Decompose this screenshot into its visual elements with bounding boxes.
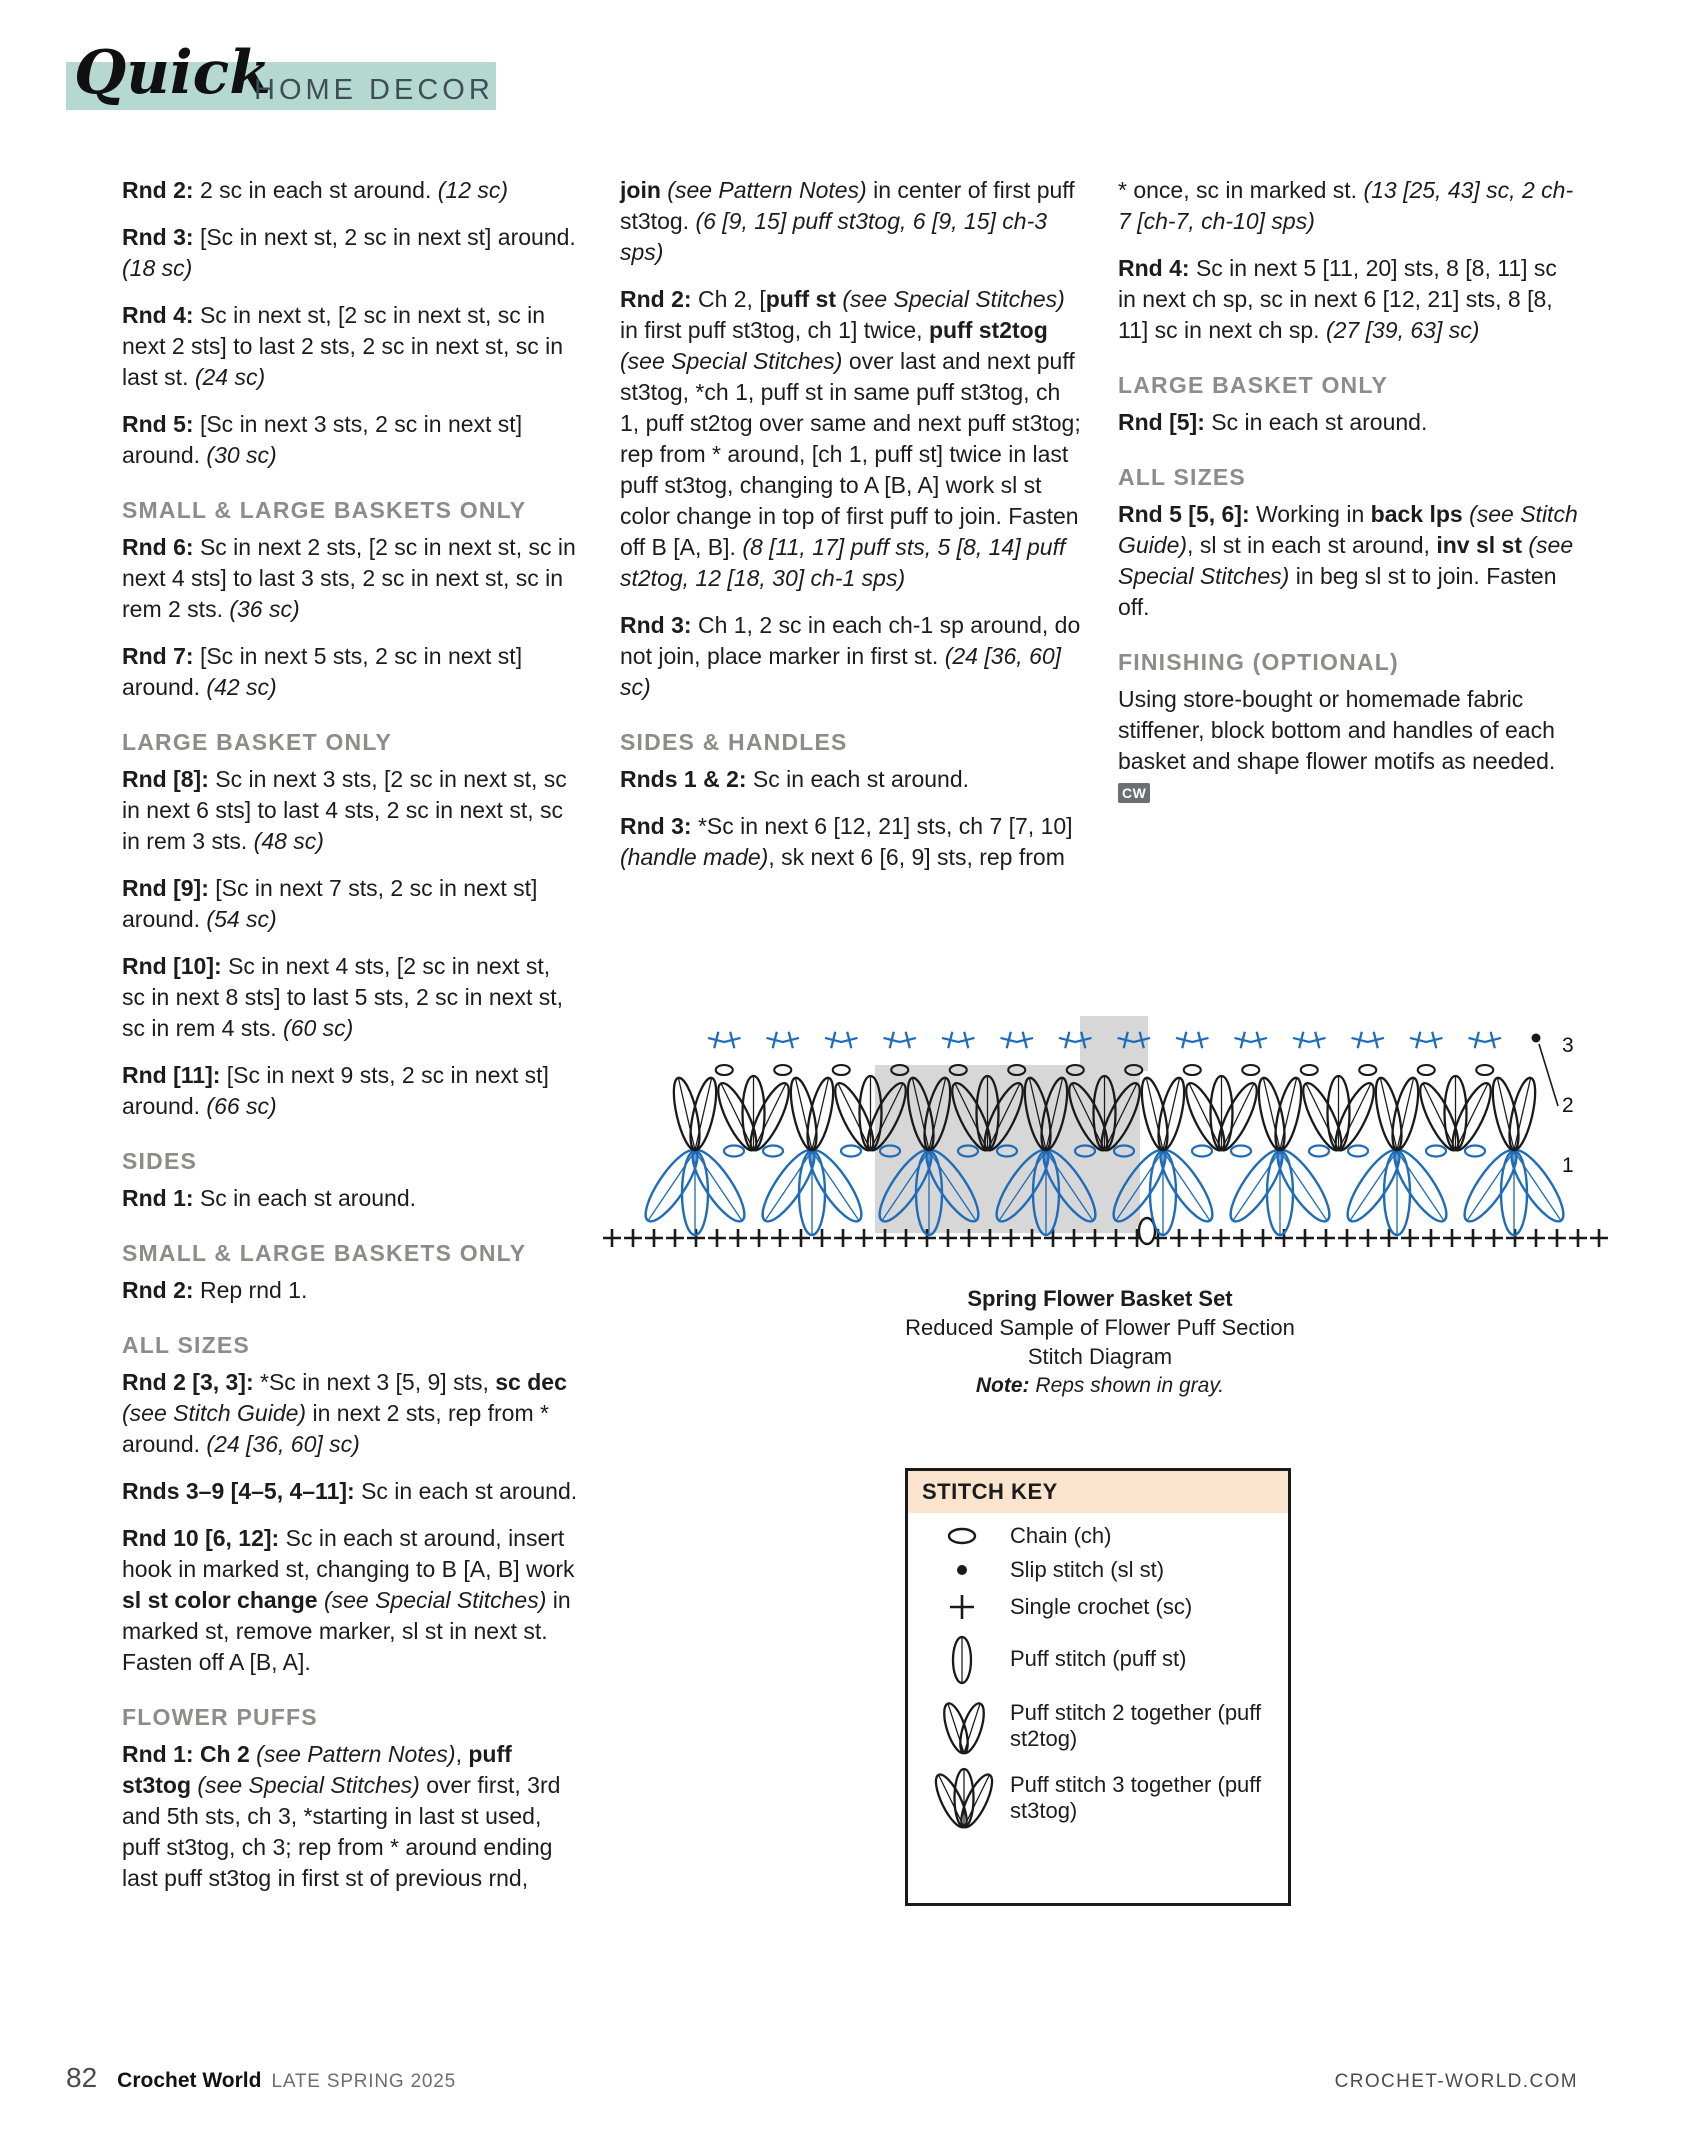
page-number: 82 xyxy=(66,2062,98,2093)
text-segment: Rnd [10]: xyxy=(122,953,229,979)
text-segment: *Sc in next 3 [5, 9] sts, xyxy=(260,1369,496,1395)
section-heading: LARGE BASKET ONLY xyxy=(1118,372,1389,398)
text-segment: Rnd 2: xyxy=(122,1277,200,1303)
pattern-paragraph xyxy=(1118,684,1580,808)
text-segment: , sl st in each st around, xyxy=(1187,532,1437,558)
pattern-paragraph xyxy=(620,284,1084,594)
pattern-paragraph xyxy=(122,1060,578,1122)
text-segment: Rnd 3: xyxy=(122,224,200,250)
pattern-paragraph xyxy=(122,175,578,206)
text-segment: Rnd 6: xyxy=(122,534,200,560)
pattern-column-2 xyxy=(620,175,1084,889)
pattern-paragraph xyxy=(122,873,578,935)
text-segment: Rnd 10 [6, 12]: xyxy=(122,1525,286,1551)
text-segment: (24 [36, 60] sc) xyxy=(206,1431,360,1457)
footer-left xyxy=(66,2062,456,2094)
text-segment: Rnd 3: xyxy=(620,612,698,638)
text-segment: Working in xyxy=(1256,501,1371,527)
section-heading: SIDES & HANDLES xyxy=(620,729,848,755)
text-segment: Sc in next st, [2 sc in next st, sc in next 2 sts] to last 2 sts, 2 sc in next st, sc in last st. xyxy=(122,302,564,390)
text-segment: Rep rnd 1. xyxy=(199,1277,308,1303)
section-heading: SMALL & LARGE BASKETS ONLY xyxy=(122,1240,527,1266)
stitch-key-item xyxy=(914,1587,1282,1627)
pattern-paragraph xyxy=(122,1275,578,1306)
section-heading: ALL SIZES xyxy=(1118,464,1246,490)
text-segment: puff st xyxy=(765,286,843,312)
diagram-row-number: 2 xyxy=(1562,1094,1574,1117)
text-segment: (66 sc) xyxy=(206,1093,277,1119)
pattern-paragraph xyxy=(122,300,578,393)
text-segment: inv sl st xyxy=(1436,532,1529,558)
text-segment: (see Stitch Guide) xyxy=(122,1400,307,1426)
text-segment: in beg sl st to join. Fasten off. xyxy=(1118,563,1557,620)
end-of-article-cw-icon: CW xyxy=(1118,783,1150,803)
text-segment: (see Special Stitches) xyxy=(1118,532,1574,589)
pattern-column-1 xyxy=(122,175,578,1910)
text-segment: Rnds 1 & 2: xyxy=(620,766,753,792)
text-segment: [Sc in next st, 2 sc in next st] around. xyxy=(199,224,576,250)
pattern-paragraph xyxy=(122,409,578,471)
pattern-paragraph xyxy=(122,532,578,625)
diagram-row-number: 1 xyxy=(1562,1154,1574,1177)
text-segment: Rnd 4: xyxy=(122,302,200,328)
text-segment: Rnd 5 [5, 6]: xyxy=(1118,501,1257,527)
text-segment: in center of first puff st3tog. xyxy=(620,177,1075,234)
text-segment: (see Special Stitches) xyxy=(323,1587,547,1613)
single-crochet-icon xyxy=(922,1591,1010,1623)
diagram-caption xyxy=(650,1284,1550,1400)
text-segment: Rnd 1: Ch 2 xyxy=(122,1741,257,1767)
section-heading: SMALL & LARGE BASKETS ONLY xyxy=(122,497,527,523)
text-segment: (18 sc) xyxy=(122,255,193,281)
text-segment: back lps xyxy=(1370,501,1470,527)
text-segment: *Sc in next 6 [12, 21] sts, ch 7 [7, 10] xyxy=(697,813,1073,839)
page-footer xyxy=(66,2062,1578,2094)
text-segment: Rnd 7: xyxy=(122,643,200,669)
text-segment: in first puff st3tog, ch 1] twice, xyxy=(620,317,929,343)
stitch-key-item xyxy=(914,1553,1282,1587)
pattern-column-3 xyxy=(1118,175,1580,824)
text-segment: (see Stitch Guide) xyxy=(1118,501,1578,558)
pattern-paragraph xyxy=(122,1523,578,1678)
pattern-paragraph xyxy=(122,1739,578,1894)
puff-st2tog-icon xyxy=(922,1695,1010,1757)
section-heading: FLOWER PUFFS xyxy=(122,1704,318,1730)
chain-icon xyxy=(922,1523,1010,1549)
diagram-row-number: 3 xyxy=(1562,1034,1574,1057)
text-segment: Rnd [11]: xyxy=(122,1062,227,1088)
diagram-note xyxy=(650,1371,1550,1400)
puff-st3tog-icon xyxy=(922,1765,1010,1831)
stitch-key-label: Puff stitch 2 together (puff st2tog) xyxy=(1010,1700,1262,1751)
stitch-key-label: Slip stitch (sl st) xyxy=(1010,1557,1165,1582)
text-segment: Rnd 1: xyxy=(122,1185,200,1211)
text-segment: (see Special Stitches) xyxy=(620,348,843,374)
pattern-paragraph xyxy=(122,764,578,857)
text-segment: (30 sc) xyxy=(206,442,277,468)
text-segment: Sc in next 5 [11, 20] sts, 8 [8, 11] sc in next ch sp, sc in next 6 [12, 21] sts, 8 [8, 11] sc in next ch sp. xyxy=(1118,255,1557,343)
text-segment: (27 [39, 63] sc) xyxy=(1325,317,1480,343)
text-segment: (24 sc) xyxy=(194,364,266,390)
text-segment: (24 [36, 60] sc) xyxy=(620,643,1062,700)
text-segment: (54 sc) xyxy=(206,906,277,932)
text-segment: (see Special Stitches) xyxy=(842,286,1065,312)
text-segment: Ch 1, 2 sc in each ch-1 sp around, do not join, place marker in first st. xyxy=(620,612,1081,669)
text-segment: in next 2 sts, rep from * around. xyxy=(122,1400,549,1457)
pattern-paragraph xyxy=(122,641,578,703)
text-segment: sl st color change xyxy=(122,1587,324,1613)
text-segment: [Sc in next 7 sts, 2 sc in next st] around. xyxy=(122,875,538,932)
text-segment: puff st3tog xyxy=(122,1741,512,1798)
issue-name: LATE SPRING 2025 xyxy=(271,2071,457,2092)
text-segment: Rnd 5: xyxy=(122,411,200,437)
text-segment: Sc in each st around. xyxy=(361,1478,578,1504)
text-segment: puff st2tog xyxy=(928,317,1048,343)
text-segment: join xyxy=(620,177,668,203)
text-segment: Rnd 4: xyxy=(1118,255,1196,281)
text-segment: Rnd [5]: xyxy=(1118,409,1212,435)
text-segment: Rnd [9]: xyxy=(122,875,216,901)
pattern-paragraph xyxy=(1118,175,1580,237)
text-segment: (48 sc) xyxy=(253,828,324,854)
text-segment: 2 sc in each st around. xyxy=(199,177,438,203)
text-segment: (see Pattern Notes) xyxy=(667,177,867,203)
text-segment: (12 sc) xyxy=(437,177,509,203)
text-segment: Ch 2, [ xyxy=(697,286,766,312)
stitch-key-label: Puff stitch 3 together (puff st3tog) xyxy=(1010,1772,1262,1823)
text-segment: (handle made) xyxy=(620,844,769,870)
diagram-note-label: Note: xyxy=(975,1374,1030,1397)
text-segment: , xyxy=(455,1741,469,1767)
stitch-key-box xyxy=(905,1468,1291,1906)
text-segment: Sc in each st around. xyxy=(1211,409,1428,435)
magazine-name: Crochet World xyxy=(117,2069,262,2092)
text-segment: (42 sc) xyxy=(206,674,277,700)
text-segment: (6 [9, 15] puff st3tog, 6 [9, 15] ch-3 sps) xyxy=(620,208,1048,265)
diagram-note-text: Reps shown in gray. xyxy=(1035,1374,1225,1397)
text-segment: Rnd 2: xyxy=(620,286,698,312)
pattern-paragraph xyxy=(620,610,1084,703)
pattern-paragraph xyxy=(1118,253,1580,346)
text-segment: (36 sc) xyxy=(229,596,300,622)
text-segment: over last and next puff st3tog, *ch 1, puff st in same puff st3tog, ch 1, puff st2tog over same and next puff st3tog; rep from * around, [ch 1, puff st] twice in last puff st3tog, changing to A [B, A] work sl st color change in top of first puff to join. Fasten off B [A, B]. xyxy=(620,348,1081,560)
section-title: HOME DECOR xyxy=(254,74,494,106)
stitch-key-item xyxy=(914,1761,1282,1835)
stitch-diagram xyxy=(600,960,1620,1270)
text-segment: Rnd 2: xyxy=(122,177,200,203)
pattern-paragraph xyxy=(122,1183,578,1214)
stitch-key-item xyxy=(914,1627,1282,1691)
diagram-caption-subtitle: Reduced Sample of Flower Puff Section xyxy=(905,1315,1295,1340)
text-segment: in marked st, remove marker, sl st in next st. Fasten off A [B, A]. xyxy=(122,1587,571,1675)
text-segment: (see Special Stitches) xyxy=(197,1772,420,1798)
text-segment: Sc in next 2 sts, [2 sc in next st, sc in next 4 sts] to last 3 sts, 2 sc in next st, sc in rem 2 sts. xyxy=(122,534,576,622)
pattern-paragraph xyxy=(620,811,1084,873)
pattern-paragraph xyxy=(122,951,578,1044)
text-segment: , sk next 6 [6, 9] sts, rep from xyxy=(768,844,1065,870)
text-segment: Sc in each st around, insert hook in marked st, changing to B [A, B] work xyxy=(122,1525,575,1582)
website-url: CROCHET-WORLD.COM xyxy=(1334,2071,1578,2092)
text-segment: (8 [11, 17] puff sts, 5 [8, 14] puff st2tog, 12 [18, 30] ch-1 sps) xyxy=(620,534,1066,591)
section-heading: SIDES xyxy=(122,1148,198,1174)
text-segment: [Sc in next 5 sts, 2 sc in next st] around. xyxy=(122,643,523,700)
stitch-key-label: Puff stitch (puff st) xyxy=(1010,1646,1187,1671)
quick-script-logo: Quick xyxy=(74,38,271,108)
stitch-key-item xyxy=(914,1691,1282,1761)
text-segment: Sc in next 4 sts, [2 sc in next st, sc in next 8 sts] to last 5 sts, 2 sc in next st, sc in rem 4 sts. xyxy=(122,953,564,1041)
section-heading: LARGE BASKET ONLY xyxy=(122,729,393,755)
stitch-key-label: Chain (ch) xyxy=(1010,1523,1112,1548)
pattern-paragraph xyxy=(1118,407,1580,438)
pattern-paragraph xyxy=(122,1367,578,1460)
text-segment: Sc in each st around. xyxy=(199,1185,417,1211)
text-segment: Sc in next 3 sts, [2 sc in next st, sc in next 6 sts] to last 4 sts, 2 sc in next st, sc in rem 3 sts. xyxy=(122,766,567,854)
puff-stitch-icon xyxy=(922,1631,1010,1687)
text-segment: Rnd 3: xyxy=(620,813,698,839)
text-segment: Rnds 3–9 [4–5, 4–11]: xyxy=(122,1478,362,1504)
slip-stitch-icon xyxy=(922,1559,1010,1581)
section-heading: ALL SIZES xyxy=(122,1332,250,1358)
text-segment: * once, sc in marked st. xyxy=(1118,177,1364,203)
diagram-caption-title: Spring Flower Basket Set xyxy=(967,1286,1233,1311)
text-segment: [Sc in next 9 sts, 2 sc in next st] around. xyxy=(122,1062,549,1119)
text-segment: (see Pattern Notes) xyxy=(256,1741,456,1767)
pattern-paragraph xyxy=(620,764,1084,795)
text-segment: Sc in each st around. xyxy=(752,766,969,792)
text-segment: [Sc in next 3 sts, 2 sc in next st] around. xyxy=(122,411,523,468)
stitch-key-list xyxy=(908,1513,1288,1841)
pattern-paragraph xyxy=(122,222,578,284)
diagram-caption-type: Stitch Diagram xyxy=(1027,1344,1173,1369)
pattern-paragraph xyxy=(1118,499,1580,623)
pattern-paragraph xyxy=(620,175,1084,268)
stitch-key-title: STITCH KEY xyxy=(908,1471,1288,1513)
text-segment: (60 sc) xyxy=(283,1015,354,1041)
text-segment: Rnd 2 [3, 3]: xyxy=(122,1369,261,1395)
text-segment: Using store-bought or homemade fabric stiffener, block bottom and handles of each basket and shape flower motifs as needed. xyxy=(1118,686,1556,774)
text-segment: (13 [25, 43] sc, 2 ch-7 [ch-7, ch-10] sps) xyxy=(1118,177,1574,234)
section-heading: FINISHING (OPTIONAL) xyxy=(1118,649,1399,675)
text-segment: over first, 3rd and 5th sts, ch 3, *starting in last st used, puff st3tog, ch 3; rep from * around ending last puff st3tog in first st of previous rnd, xyxy=(122,1772,561,1891)
text-segment: Rnd [8]: xyxy=(122,766,216,792)
text-segment: sc dec xyxy=(495,1369,567,1395)
pattern-paragraph xyxy=(122,1476,578,1507)
stitch-key-item xyxy=(914,1519,1282,1553)
stitch-key-label: Single crochet (sc) xyxy=(1010,1594,1193,1619)
repeat-shading xyxy=(1080,1016,1148,1071)
